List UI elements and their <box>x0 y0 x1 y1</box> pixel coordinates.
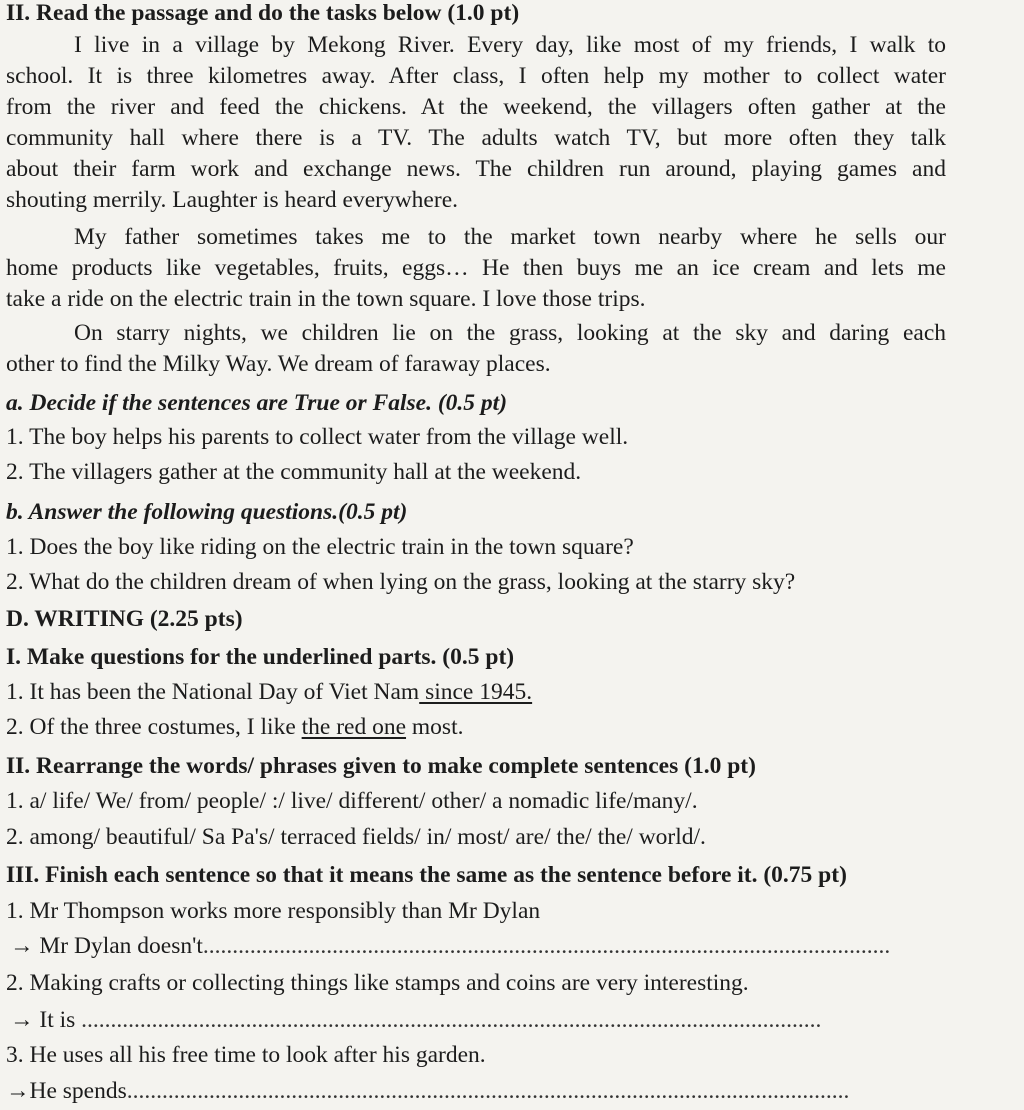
writing-part3-q1: 1. Mr Thompson works more responsibly than Mr Dylan <box>6 898 541 924</box>
task-a-item-1: 1. The boy helps his parents to collect water from the village well. <box>6 424 629 450</box>
writing-part3-q3: 3. He uses all his free time to look after his garden. <box>6 1042 486 1068</box>
writing-part2-heading: II. Rearrange the words/ phrases given to make complete sentences (1.0 pt) <box>6 753 756 779</box>
passage-p1-line6: shouting merrily. Laughter is heard everywhere. <box>6 187 458 213</box>
writing-part3-answer-3: →He spends........................................................................................................................... <box>6 1078 850 1104</box>
passage-p2-line1: My father sometimes takes me to the market town nearby where he sells our <box>74 224 946 250</box>
passage-p1-line2: school. It is three kilometres away. After class, I often help my mother to collect water <box>6 63 946 89</box>
passage-p3-line2: other to find the Milky Way. We dream of faraway places. <box>6 351 551 377</box>
writing-part3-answer-1: → Mr Dylan doesn't..................................................................................................................... <box>10 933 891 959</box>
writing-part2-item-1: 1. a/ life/ We/ from/ people/ :/ live/ different/ other/ a nomadic life/many/. <box>6 788 698 814</box>
answer-blank[interactable]: .............................................................................................................................. <box>81 1007 822 1033</box>
writing-part2-item-2: 2. among/ beautiful/ Sa Pa's/ terraced fields/ in/ most/ are/ the/ the/ world/. <box>6 824 706 850</box>
writing-heading: D. WRITING (2.25 pts) <box>6 606 243 632</box>
passage-p1-line5: about their farm work and exchange news. The children run around, playing games and <box>6 156 946 182</box>
writing-part3-answer-2: → It is .............................................................................................................................. <box>10 1007 822 1033</box>
writing-part3-heading: III. Finish each sentence so that it means the same as the sentence before it. (0.75 pt) <box>6 862 847 888</box>
passage-p2-line3: take a ride on the electric train in the town square. I love those trips. <box>6 286 646 312</box>
underlined-part: since 1945. <box>419 679 533 705</box>
writing-part1-q2: 2. Of the three costumes, I like the red one most. <box>6 714 464 740</box>
task-b-item-1: 1. Does the boy like riding on the electric train in the town square? <box>6 534 634 560</box>
task-b-heading: b. Answer the following questions.(0.5 pt) <box>6 499 408 525</box>
passage-p2-line2: home products like vegetables, fruits, eggs… He then buys me an ice cream and lets me <box>6 255 946 281</box>
section-ii-heading: II. Read the passage and do the tasks below (1.0 pt) <box>6 0 520 26</box>
task-b-item-2: 2. What do the children dream of when lying on the grass, looking at the starry sky? <box>6 569 796 595</box>
writing-part1-heading: I. Make questions for the underlined parts. (0.5 pt) <box>6 644 515 670</box>
answer-blank[interactable]: ........................................................................................................................... <box>126 1078 850 1104</box>
task-a-heading: a. Decide if the sentences are True or False. (0.5 pt) <box>6 390 508 416</box>
passage-p1-line4: community hall where there is a TV. The adults watch TV, but more often they talk <box>6 125 946 151</box>
passage-p1-line1: I live in a village by Mekong River. Every day, like most of my friends, I walk to <box>74 32 946 58</box>
writing-part3-q2: 2. Making crafts or collecting things like stamps and coins are very interesting. <box>6 970 749 996</box>
writing-part1-q1: 1. It has been the National Day of Viet Nam since 1945. <box>6 679 533 705</box>
underlined-part: the red one <box>301 714 407 740</box>
passage-p3-line1: On starry nights, we children lie on the grass, looking at the sky and daring each <box>74 320 946 346</box>
answer-blank[interactable]: ..................................................................................................................... <box>202 933 891 959</box>
passage-p1-line3: from the river and feed the chickens. At the weekend, the villagers often gather at the <box>6 94 946 120</box>
task-a-item-2: 2. The villagers gather at the community hall at the weekend. <box>6 459 582 485</box>
